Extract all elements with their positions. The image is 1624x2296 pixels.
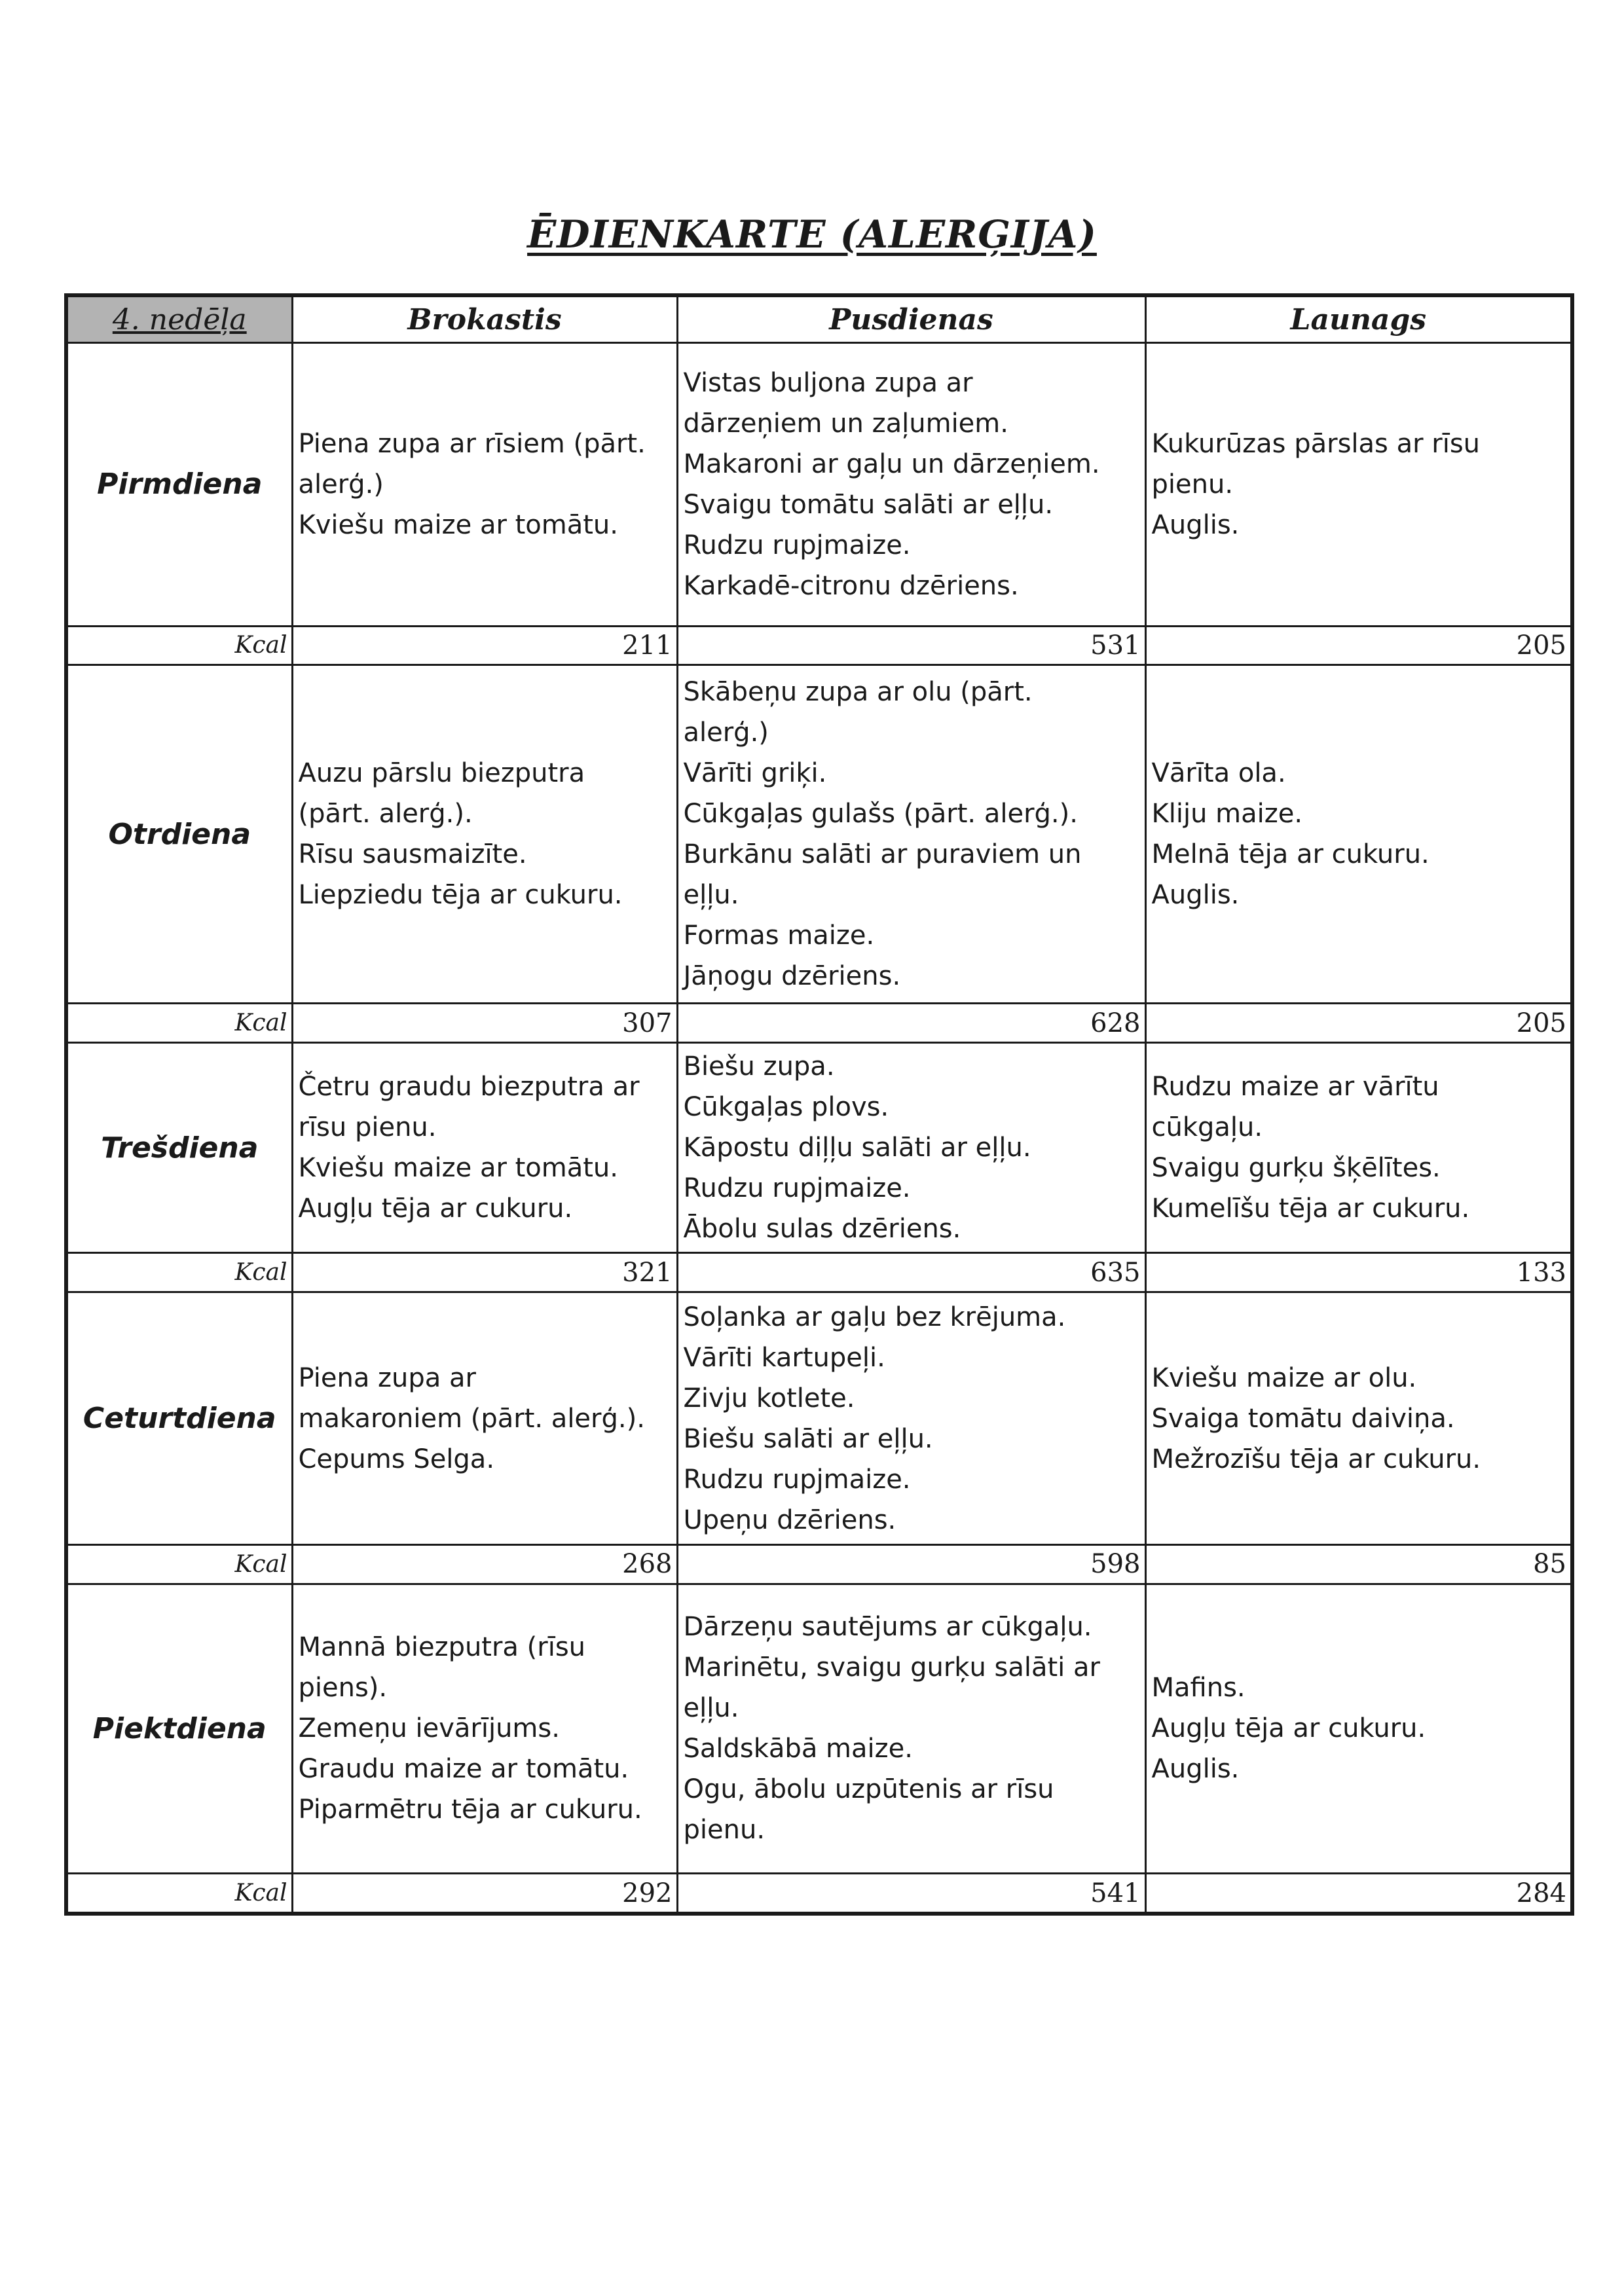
kcal-label: Kcal <box>66 1253 292 1292</box>
menu-line: Četru graudu biezputra ar <box>298 1072 640 1102</box>
snack-kcal: 284 <box>1145 1874 1572 1914</box>
menu-line: (pārt. alerģ.). <box>298 799 473 829</box>
kcal-row <box>66 1253 1572 1292</box>
snack-cell <box>1145 1292 1572 1545</box>
menu-line: Biešu zupa. <box>683 1051 835 1082</box>
kcal-row <box>66 1545 1572 1584</box>
menu-line: Vārīti kartupeļi. <box>683 1342 885 1373</box>
breakfast-kcal: 211 <box>292 626 677 665</box>
menu-line: Cūkgaļas plovs. <box>683 1092 889 1123</box>
menu-line: Zivju kotlete. <box>683 1383 855 1413</box>
menu-line: Saldskābā maize. <box>683 1734 913 1764</box>
lunch-kcal: 531 <box>677 626 1145 665</box>
snack-cell <box>1145 343 1572 627</box>
menu-line: alerģ.) <box>298 469 384 500</box>
menu-line: cūkgaļu. <box>1151 1112 1263 1143</box>
menu-line: Marinētu, svaigu gurķu salāti ar <box>683 1652 1100 1683</box>
breakfast-cell <box>292 343 677 627</box>
breakfast-kcal: 268 <box>292 1545 677 1584</box>
menu-line: Augļu tēja ar cukuru. <box>298 1194 573 1224</box>
menu-line: Jāņogu dzēriens. <box>683 961 901 992</box>
lunch-kcal: 598 <box>677 1545 1145 1584</box>
menu-line: Vārīta ola. <box>1151 758 1286 789</box>
header-breakfast: Brokastis <box>292 295 677 343</box>
snack-cell <box>1145 665 1572 1004</box>
menu-line: Kumelīšu tēja ar cukuru. <box>1151 1194 1470 1224</box>
snack-kcal: 205 <box>1145 1004 1572 1043</box>
menu-line: Makaroni ar gaļu un dārzeņiem. <box>683 448 1100 479</box>
menu-line: Auglis. <box>1151 1754 1240 1785</box>
menu-line: Svaigu tomātu salāti ar eļļu. <box>683 489 1054 520</box>
menu-line: Karkadē-citronu dzēriens. <box>683 570 1019 601</box>
lunch-kcal: 635 <box>677 1253 1145 1292</box>
kcal-label: Kcal <box>66 1874 292 1914</box>
menu-line: Biešu salāti ar eļļu. <box>683 1423 933 1454</box>
breakfast-cell <box>292 1292 677 1545</box>
page-title: ĒDIENKARTE (ALERĢIJA) <box>527 211 1097 257</box>
day-row <box>66 665 1572 1004</box>
menu-line: Mannā biezputra (rīsu <box>298 1632 586 1663</box>
menu-line: Kāpostu diļļu salāti ar eļļu. <box>683 1133 1031 1163</box>
week-label: 4. nedēļa <box>66 295 292 343</box>
snack-cell <box>1145 1043 1572 1253</box>
day-name: Trešdiena <box>66 1043 292 1253</box>
snack-kcal: 133 <box>1145 1253 1572 1292</box>
menu-line: Mafins. <box>1151 1673 1246 1704</box>
kcal-label: Kcal <box>66 1545 292 1584</box>
menu-line: Piena zupa ar <box>298 1362 476 1393</box>
day-row <box>66 1292 1572 1545</box>
menu-line: Ogu, ābolu uzpūtenis ar rīsu <box>683 1774 1054 1805</box>
day-name: Pirmdiena <box>66 343 292 627</box>
kcal-row <box>66 1874 1572 1914</box>
menu-line: Augļu tēja ar cukuru. <box>1151 1713 1426 1744</box>
menu-line: Rīsu sausmaizīte. <box>298 839 527 870</box>
menu-line: makaroniem (pārt. alerģ.). <box>298 1403 645 1434</box>
menu-line: Burkānu salāti ar puraviem un <box>683 839 1082 870</box>
menu-line: Piparmētru tēja ar cukuru. <box>298 1795 642 1825</box>
lunch-kcal: 628 <box>677 1004 1145 1043</box>
kcal-label: Kcal <box>66 626 292 665</box>
menu-line: Ābolu sulas dzēriens. <box>683 1214 961 1245</box>
menu-table <box>64 293 1574 1916</box>
kcal-label: Kcal <box>66 1004 292 1043</box>
day-name: Otrdiena <box>66 665 292 1004</box>
lunch-cell <box>677 1292 1145 1545</box>
lunch-cell <box>677 343 1145 627</box>
day-row <box>66 1584 1572 1874</box>
menu-line: Svaigu gurķu šķēlītes. <box>1151 1153 1441 1184</box>
menu-line: eļļu. <box>683 880 739 911</box>
menu-line: Auglis. <box>1151 880 1240 911</box>
menu-line: Kliju maize. <box>1151 799 1303 829</box>
header-lunch: Pusdienas <box>677 295 1145 343</box>
menu-line: Rudzu rupjmaize. <box>683 1464 911 1495</box>
menu-line: Kviešu maize ar tomātu. <box>298 509 618 540</box>
breakfast-cell <box>292 665 677 1004</box>
day-name: Ceturtdiena <box>66 1292 292 1545</box>
menu-line: pienu. <box>683 1815 766 1846</box>
header-snack: Launags <box>1145 295 1572 343</box>
menu-line: Graudu maize ar tomātu. <box>298 1754 629 1785</box>
menu-line: Dārzeņu sautējums ar cūkgaļu. <box>683 1612 1092 1643</box>
lunch-cell <box>677 1043 1145 1253</box>
menu-line: Mežrozīšu tēja ar cukuru. <box>1151 1444 1481 1474</box>
breakfast-kcal: 307 <box>292 1004 677 1043</box>
menu-line: alerģ.) <box>683 718 769 748</box>
menu-line: Cepums Selga. <box>298 1444 495 1474</box>
menu-line: Vārīti griķi. <box>683 758 827 789</box>
menu-line: Rudzu maize ar vārītu <box>1151 1072 1439 1102</box>
kcal-row <box>66 1004 1572 1043</box>
menu-line: Upeņu dzēriens. <box>683 1504 896 1535</box>
menu-line: Rudzu rupjmaize. <box>683 530 911 560</box>
menu-line: Skābeņu zupa ar olu (pārt. <box>683 677 1033 708</box>
day-row <box>66 1043 1572 1253</box>
snack-kcal: 85 <box>1145 1545 1572 1584</box>
menu-line: Auglis. <box>1151 509 1240 540</box>
lunch-cell <box>677 665 1145 1004</box>
kcal-row <box>66 626 1572 665</box>
menu-line: Rudzu rupjmaize. <box>683 1173 911 1204</box>
breakfast-cell <box>292 1043 677 1253</box>
day-name: Piektdiena <box>66 1584 292 1874</box>
menu-line: Svaiga tomātu daiviņa. <box>1151 1403 1455 1434</box>
menu-line: eļļu. <box>683 1693 739 1724</box>
menu-line: Kukurūzas pārslas ar rīsu <box>1151 428 1481 459</box>
menu-line: Vistas buljona zupa ar <box>683 367 973 398</box>
menu-line: Liepziedu tēja ar cukuru. <box>298 880 623 911</box>
breakfast-kcal: 292 <box>292 1874 677 1914</box>
lunch-cell <box>677 1584 1145 1874</box>
menu-line: Auzu pārslu biezputra <box>298 758 585 789</box>
menu-line: Piena zupa ar rīsiem (pārt. <box>298 428 646 459</box>
menu-line: piens). <box>298 1673 388 1704</box>
menu-line: rīsu pienu. <box>298 1112 437 1143</box>
snack-cell <box>1145 1584 1572 1874</box>
menu-line: Zemeņu ievārījums. <box>298 1713 560 1744</box>
menu-line: Cūkgaļas gulašs (pārt. alerģ.). <box>683 799 1078 829</box>
menu-line: pienu. <box>1151 469 1234 500</box>
menu-line: Soļanka ar gaļu bez krējuma. <box>683 1302 1066 1332</box>
menu-line: Melnā tēja ar cukuru. <box>1151 839 1430 870</box>
menu-line: Kviešu maize ar olu. <box>1151 1362 1417 1393</box>
day-row <box>66 343 1572 627</box>
menu-line: Formas maize. <box>683 920 875 951</box>
snack-kcal: 205 <box>1145 626 1572 665</box>
breakfast-cell <box>292 1584 677 1874</box>
menu-line: Kviešu maize ar tomātu. <box>298 1153 618 1184</box>
breakfast-kcal: 321 <box>292 1253 677 1292</box>
lunch-kcal: 541 <box>677 1874 1145 1914</box>
header-row <box>66 295 1572 343</box>
menu-line: dārzeņiem un zaļumiem. <box>683 408 1008 439</box>
